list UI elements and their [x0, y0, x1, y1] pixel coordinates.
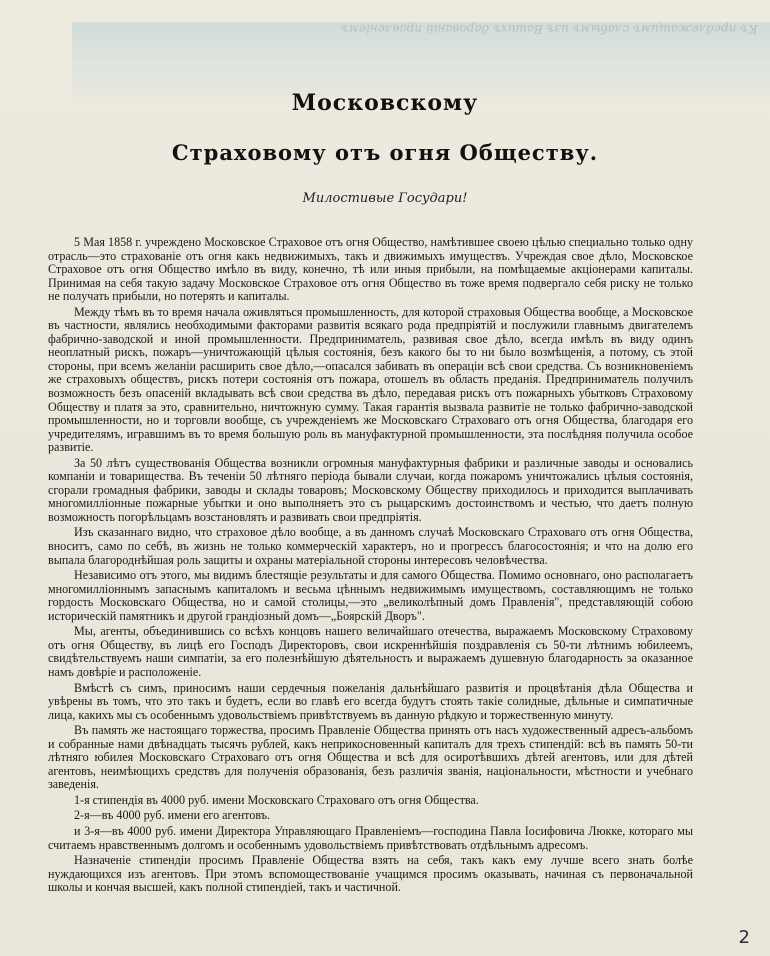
page-number: 2: [738, 927, 750, 948]
salutation: Милостивые Государи!: [302, 191, 468, 206]
paragraph: Изъ сказаннаго видно, что страховое дѣло вообще, а въ данномъ случаѣ Московскаго Страховаго отъ огня Общества, вноситъ, само по себѣ, въ жизнь не только коммерческій характеръ, но и прогрессъ благосостоянія; и что на долю его выпала благороднѣйшая роль защиты и охраны матеріальной стороны интересовъ человѣчества.: [48, 525, 693, 567]
paragraph: Вмѣстѣ съ симъ, приносимъ наши сердечныя пожеланія дальнѣйшаго развитія и процвѣтанія дѣла Общества и увѣрены въ томъ, что это такъ и будетъ, если во главѣ его всегда будутъ стоять такіе солидные, дѣльные и симпатичные лица, какихъ мы съ особеннымъ удовольствіемъ привѣтствуемъ въ данную рѣдкую и торжественную минуту.: [48, 680, 693, 722]
letter-body: [48, 236, 693, 897]
title-line-2: Страховому отъ огня Обществу.: [171, 140, 599, 165]
paragraph: Независимо отъ этого, мы видимъ блестящіе результаты и для самого Общества. Помимо основнаго, оно располагаетъ многомилліоннымъ запаснымъ капиталомъ и весьма цѣннымъ недвижимымъ имуществомъ, составляющимъ не только гордость Московскаго Общества, но и самой столицы,—это „великолѣпный домъ Правленія", представляющій собою историческій памятникъ и другой грандіозный домъ—„Боярскій Дворъ".: [48, 568, 693, 623]
stipend-item-2: 2-я—въ 4000 руб. имени его агентовъ.: [74, 808, 271, 823]
stipend-item-1: 1-я стипендія въ 4000 руб. имени Московскаго Страховаго отъ огня Общества.: [74, 792, 479, 807]
paragraph: Въ память же настоящаго торжества, просимъ Правленіе Общества принять отъ насъ художественный адресъ-альбомъ и собранные нами двѣнадцать тысячъ рублей, какъ неприкосновенный капиталъ для трехъ стипендій: всѣ въ память 50-ти лѣтняго юбилея Московскаго Страховаго отъ огня Общества и всѣ для осиротѣвшихъ дѣтей агентовъ, или для дѣтей агентовъ, неимѣющихъ средствъ для полученія образованія, безъ различія званія, національности, мѣстности и учебнаго заведенія.: [48, 723, 693, 792]
stipend-item-3: и 3-я—въ 4000 руб. имени Директора Управляющаго Правленіемъ—господина Павла Іосифовича Люкке, котораго мы считаемъ нравственнымъ долгомъ и особеннымъ удовольствіемъ привѣтствовать отдѣльнымъ адресомъ.: [48, 823, 693, 852]
title-line-1: Московскому: [291, 90, 479, 116]
paragraph: За 50 лѣтъ существованія Общества возникли огромныя мануфактурныя фабрики и различные заводы и основались компаніи и товарищества. Въ теченіи 50 лѣтняго періода бывали случаи, когда пожаромъ уничтожались цѣлыя состоянія, сгорали громадныя фабрики, заводы и склады товаровъ; Московскому Обществу приходилось и приходится выплачивать многомилліонные пожарные убытки и оно выполняетъ это съ рыцарскимъ достоинствомъ и честью, что даетъ полную возможность погорѣльцамъ возстановлять и развивать свои предпріятія.: [48, 455, 693, 524]
bleed-through-text: Къ предлежащимъ слабымъ изъ Вашихъ дарованій правленіемъ: [341, 22, 758, 36]
paragraph: Назначеніе стипендіи просимъ Правленіе Общества взять на себя, такъ какъ ему лучше всего знать болѣе нуждающихся изъ агентовъ. При этомъ вспомоществованіе учащимся просимъ оказывать, начиная съ первоначальной школы и кончая высшей, какъ полной стипендіей, такъ и частичной.: [48, 853, 693, 895]
paragraph: 5 Мая 1858 г. учреждено Московское Страховое отъ огня Общество, намѣтившее своею цѣлью специально только одну отрасль—это страхованіе отъ огня какъ недвижимыхъ, такъ и движимыхъ имуществъ. Учреждая свое дѣло, Московское Страховое отъ огня Общество имѣло въ виду, конечно, тѣ или иныя прибыли, на помѣщаемые акціонерами капиталы. Принимая на себя такую задачу Московское Страховое отъ огня Общество въ тоже время подвергало себя риску не только не получать прибыли, но потерять и капиталы.: [48, 235, 693, 304]
paragraph: Мы, агенты, объединившись со всѣхъ концовъ нашего величайшаго отечества, выражаемъ Московскому Страховому отъ огня Обществу, въ лицѣ его Господъ Директоровъ, свои искреннѣйшія поздравленія съ 50-ти лѣтнимъ юбилеемъ, свидѣтельствуемъ наши симпатіи, за его полезнѣйшую дѣятельность и выражаемъ душевную благодарность за оказанное намъ довѣріе и расположеніе.: [48, 624, 693, 679]
paragraph: Между тѣмъ въ то время начала оживляться промышленность, для которой страховыя Общества вообще, а Московское въ частности, являлись необходимыми факторами развитія всякаго рода предпріятій и послужили главнымъ двигателемъ фабрично-заводской и иной промышленности. Предприниматель, развивая свое дѣло, всегда имѣлъ въ виду одинъ неоплатный рискъ, пожаръ—уничтожающій цѣлыя состоянія, безъ какого бы то ни было возмѣщенія, а потому, съ этой стороны, при всемъ желаніи расширить свое дѣло,—опасался забивать въ операціи всѣ свои средства. Съ возникновеніемъ же страховыхъ обществъ, рискъ потери состоянія отъ пожара, отошелъ въ область преданія. Предприниматель получилъ возможность безъ опасеній вкладывать всѣ свои средства въ дѣло, передавая рискъ отъ пожарныхъ убытковъ Страховому Обществу и платя за это, сравнительно, ничтожную сумму. Такая гарантія вызвала развитіе не только фабрично-заводской промышленности, но и торговли вообще, съ учрежденіемъ же Московскаго Страховаго отъ огня Общества, благодаря его учредителямъ, игравшимъ въ то время большую роль въ мануфактурной промышленности, эта послѣдняя получила особое развитіе.: [48, 304, 693, 455]
